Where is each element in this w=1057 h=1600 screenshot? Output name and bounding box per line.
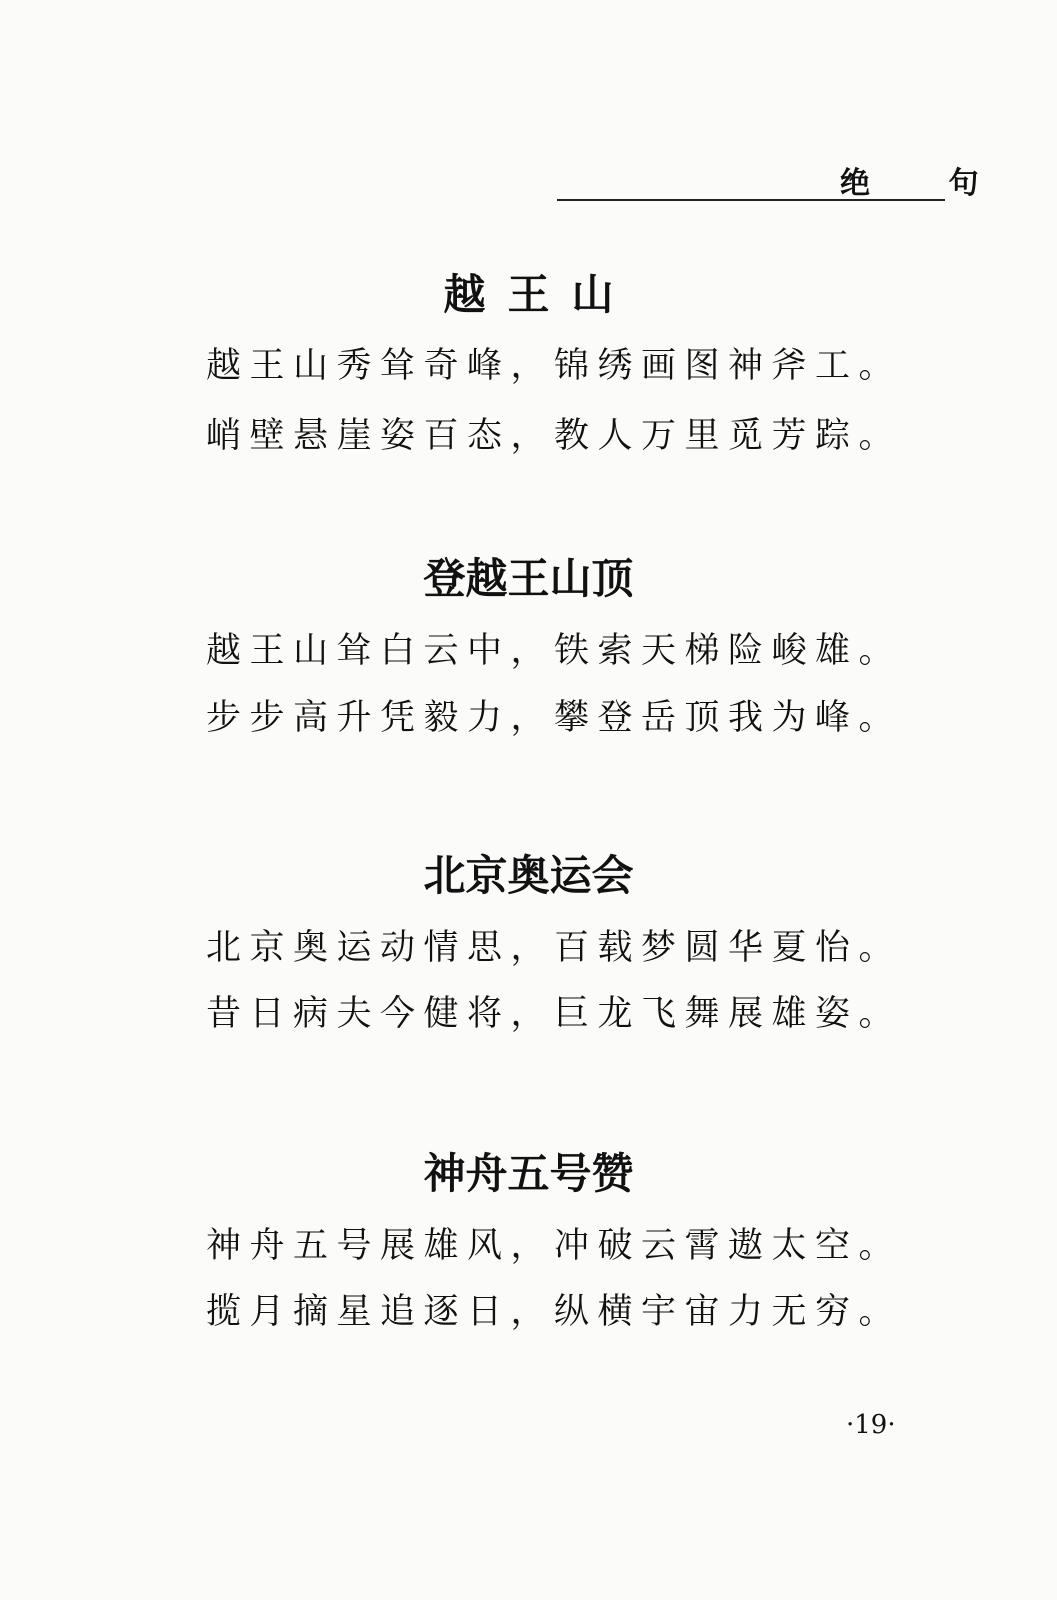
poem-title: 登越王山顶 — [423, 554, 634, 603]
poem-line: 越王山秀耸奇峰，锦绣画图神斧工。 — [206, 346, 903, 386]
poem-line: 揽月摘星追逐日，纵横宇宙力无穷。 — [206, 1292, 903, 1332]
poem-line: 神舟五号展雄风，冲破云霄遨太空。 — [206, 1226, 903, 1266]
poem-title: 北京奥运会 — [423, 851, 634, 900]
header-rule — [557, 199, 945, 201]
poem-line: 昔日病夫今健将，巨龙飞舞展雄姿。 — [206, 994, 903, 1034]
page-number: ·19· — [846, 1410, 896, 1440]
section-title: 绝 句 — [840, 166, 1013, 201]
poem-title: 神舟五号赞 — [423, 1149, 634, 1198]
poem-line: 北京奥运动情思，百载梦圆华夏怡。 — [206, 928, 903, 968]
poem-title: 越王山 — [443, 270, 636, 319]
poem-line: 越王山耸白云中，铁索天梯险峻雄。 — [206, 631, 903, 671]
poem-line: 峭壁悬崖姿百态，教人万里觅芳踪。 — [206, 416, 903, 456]
poem-line: 步步高升凭毅力，攀登岳顶我为峰。 — [206, 698, 903, 738]
